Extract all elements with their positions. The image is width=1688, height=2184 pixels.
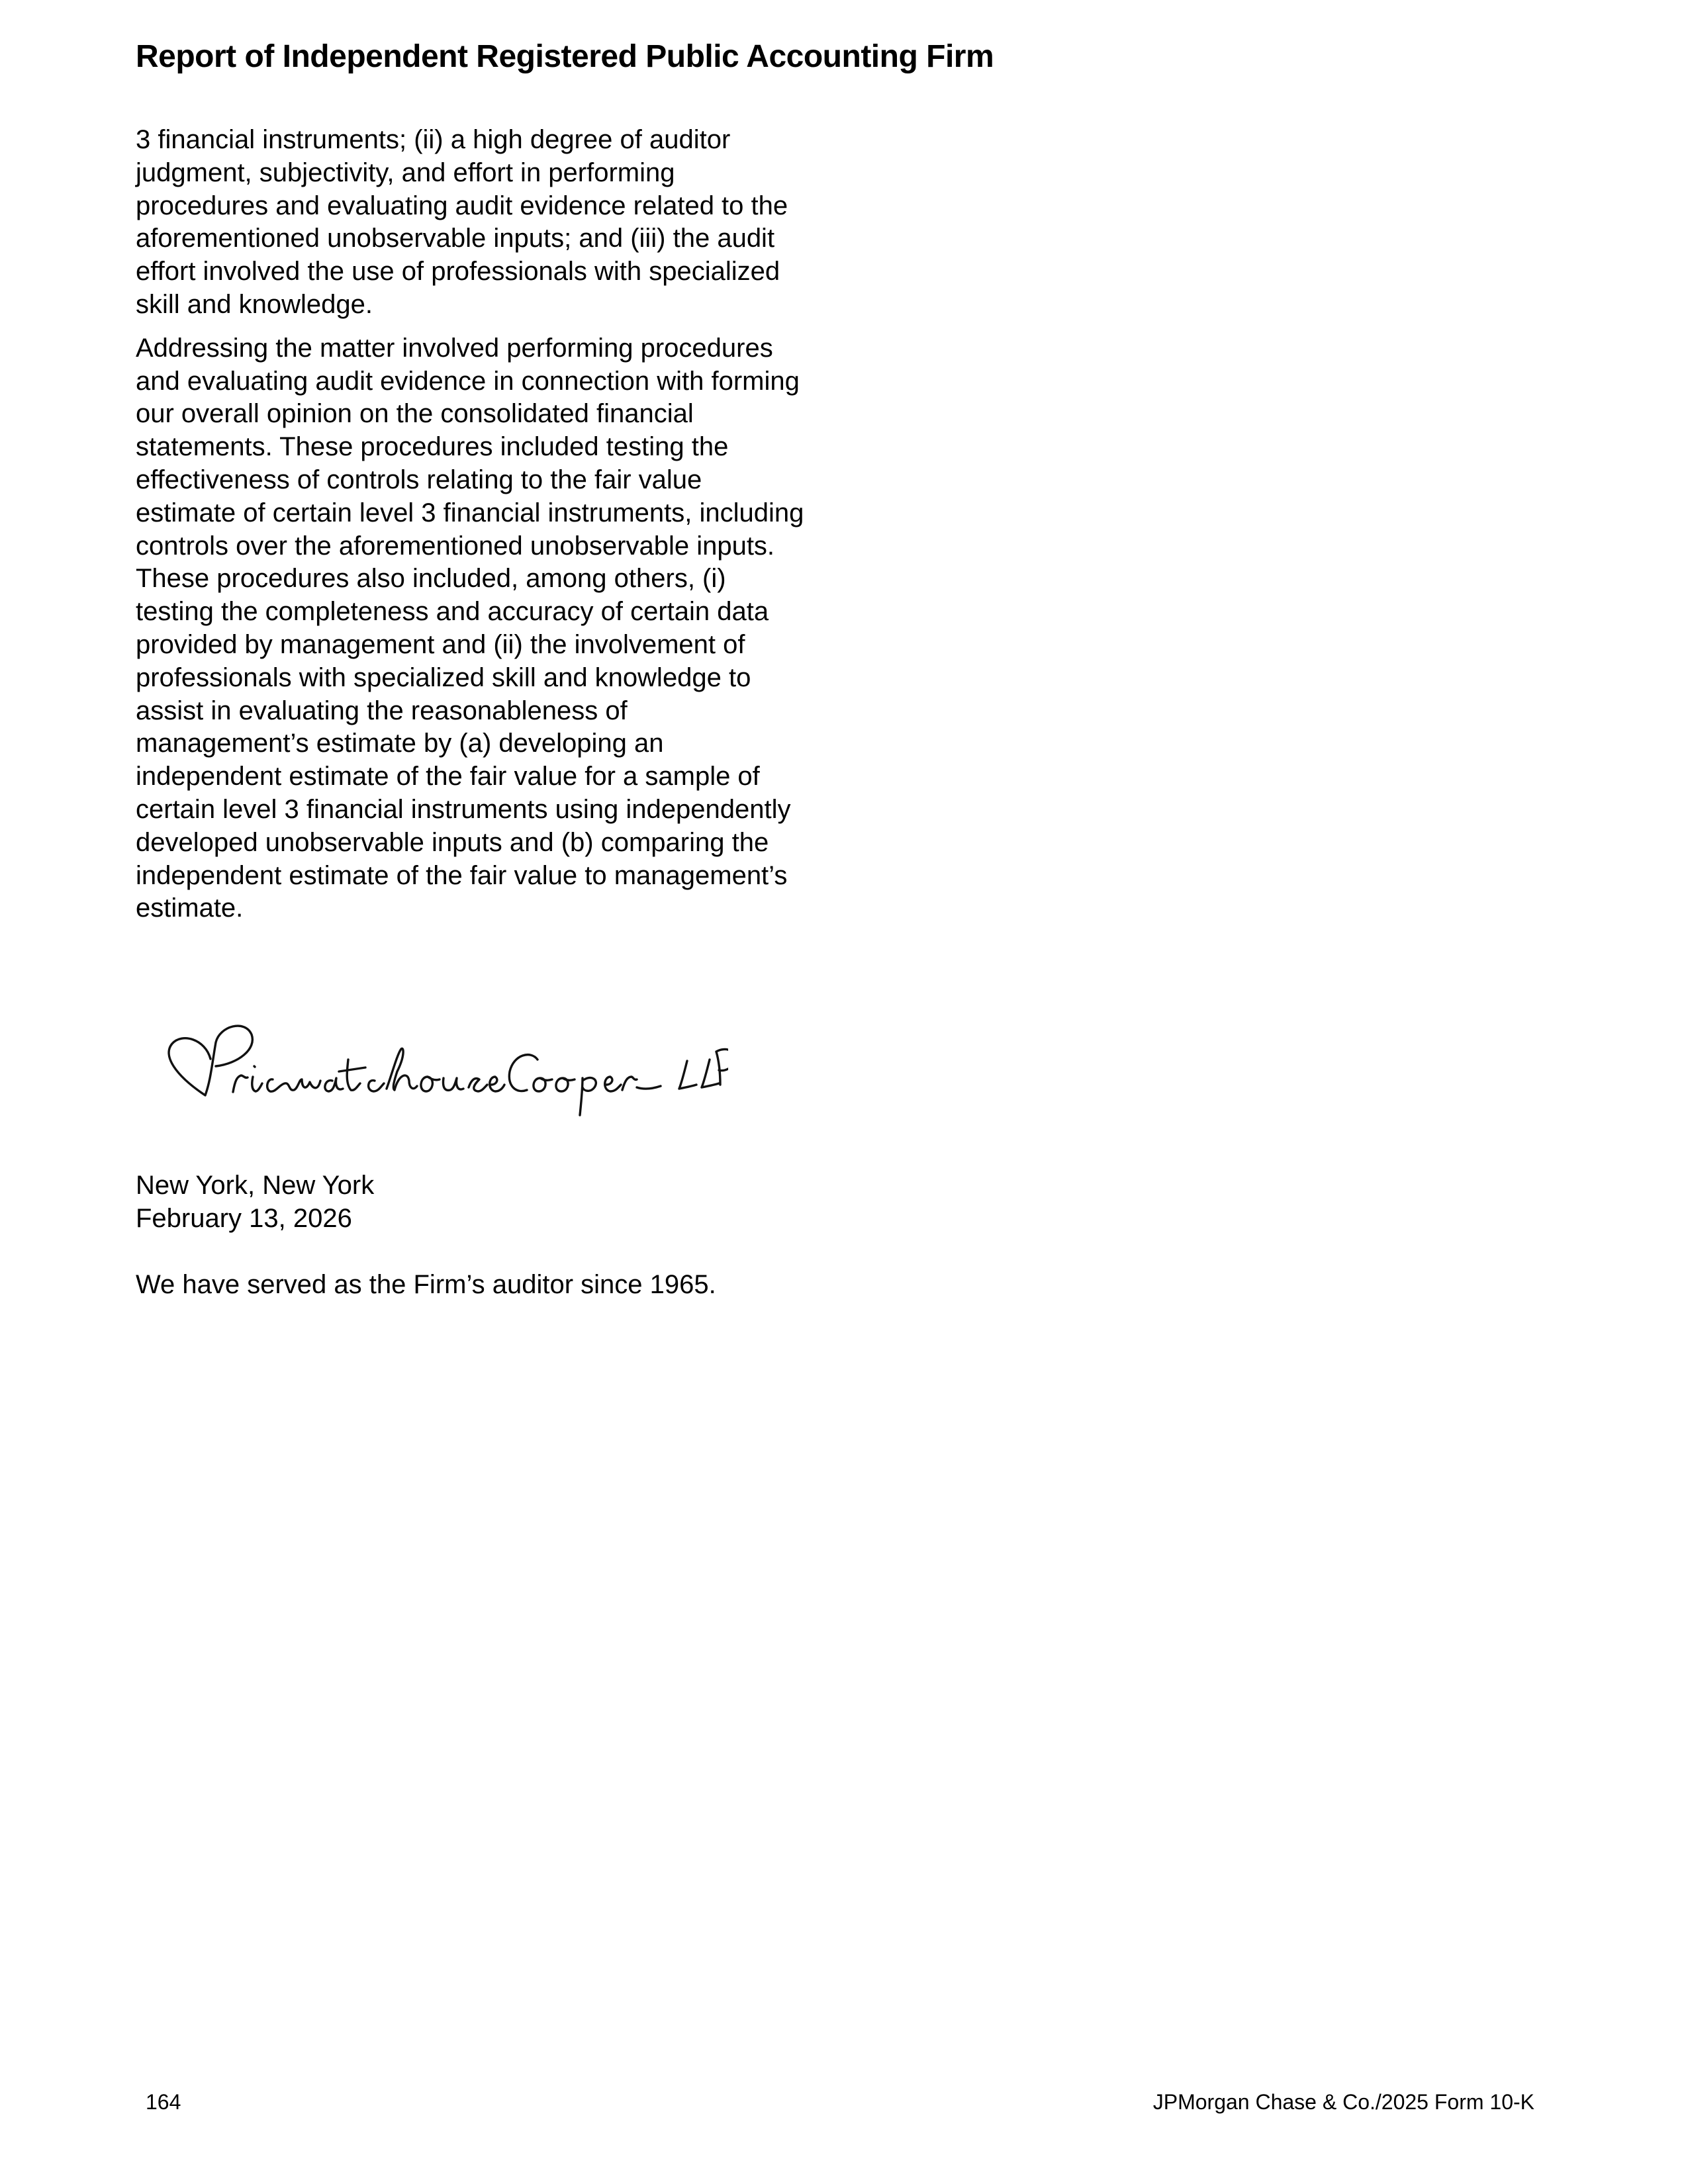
footer-page-number: 164 (146, 2090, 181, 2114)
signature-image (159, 1003, 728, 1128)
report-date: February 13, 2026 (136, 1203, 352, 1233)
location-text: New York, New York (136, 1171, 375, 1200)
paragraph-addressing-the-matter: Addressing the matter involved performing procedures and evaluating audit evidence in connection with forming our overall opinion on the consolidated financial statements. These procedures included testing the effectiveness of controls relating to the fair value estimate of certain level 3 financial instruments, including controls over the aforementioned unobservable inputs. These procedures also included, among others, (i) testing the completeness and accuracy of certain data provided by management and (ii) the involvement of professionals with specialized skill and knowledge to assist in evaluating the reasonableness of management’s estimate by (a) developing an independent estimate of the fair value for a sample of certain level 3 financial instruments using independently developed unobservable inputs and (b) comparing the independent estimate of the fair value to management’s estimate. (136, 333, 804, 923)
auditor-tenure-statement: We have served as the Firm’s auditor since 1965. (136, 1270, 716, 1299)
page-title: Report of Independent Registered Public Accounting Firm (136, 39, 994, 74)
paragraph-critical-audit-matter-basis: 3 financial instruments; (ii) a high degree of auditor judgment, subjectivity, and effort in performing procedures and evaluating audit evidence related to the aforementioned unobservable inputs; and (iii) the audit effort involved the use of professionals with specialized skill and knowledge. (136, 125, 788, 319)
sign-off (136, 1169, 374, 1236)
report-body (136, 124, 804, 936)
footer-document-name: JPMorgan Chase & Co./2025 Form 10-K (1152, 2090, 1534, 2114)
